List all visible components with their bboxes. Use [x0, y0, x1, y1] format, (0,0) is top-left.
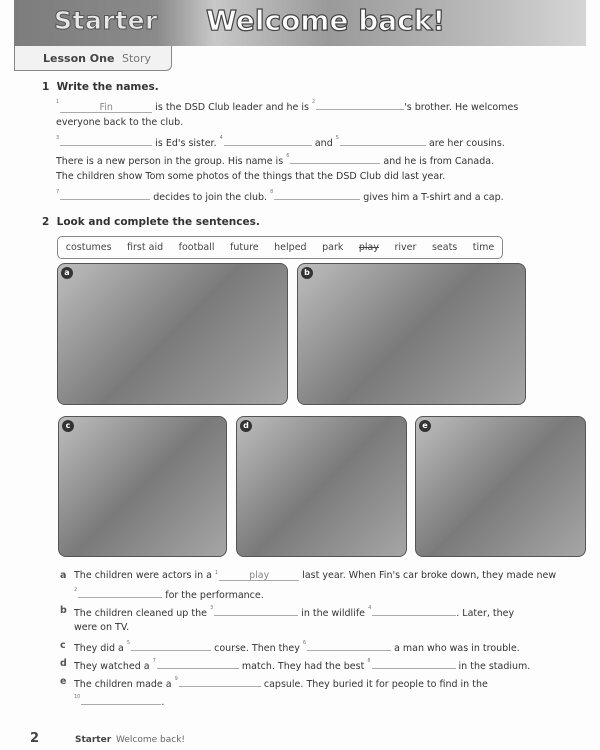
answer-blank[interactable] — [157, 658, 239, 669]
picture-d — [236, 416, 407, 557]
text: The children made a — [74, 679, 172, 690]
text: The children were actors in a — [74, 570, 212, 581]
text: gives him a T-shirt and a cap. — [363, 192, 504, 203]
gap-number: 7 — [56, 189, 60, 195]
word: football — [178, 242, 215, 253]
gap-number: 6 — [286, 153, 290, 159]
ex1-line — [56, 99, 518, 113]
answer-blank[interactable] — [372, 605, 456, 616]
picture-label: e — [419, 420, 431, 432]
exercise-number: 2 — [42, 216, 50, 228]
gap-number: 9 — [174, 676, 178, 682]
text: and — [314, 138, 333, 149]
word-box — [57, 236, 503, 259]
word: future — [229, 242, 259, 253]
picture-e — [415, 416, 586, 557]
text: 's brother. He welcomes — [404, 102, 519, 113]
answer-blank[interactable] — [60, 135, 152, 146]
answer-blank[interactable] — [290, 153, 380, 164]
exercise-number: 1 — [42, 81, 50, 93]
gap-number: 10 — [74, 694, 81, 700]
answer-blank[interactable] — [179, 676, 261, 687]
answer-blank[interactable]: play — [219, 570, 299, 581]
ex1-line — [56, 135, 505, 149]
item-letter: e — [60, 676, 67, 687]
sentence-e-cont — [74, 694, 164, 708]
word: costumes — [65, 242, 112, 253]
word-used: play — [358, 242, 379, 253]
ex1-line: everyone back to the club. — [56, 117, 184, 128]
sentence-a-cont — [74, 587, 264, 601]
gap-number: 1 — [215, 570, 219, 576]
text: . — [161, 697, 165, 708]
ex1-line — [56, 153, 494, 167]
text: They did a — [74, 643, 124, 654]
word: seats — [431, 242, 458, 253]
text: is the DSD Club leader and he is — [155, 102, 309, 113]
header-banner — [14, 0, 586, 46]
text: . Later, they — [456, 608, 515, 619]
page-title: Welcome back! — [206, 4, 446, 37]
gap-number: 7 — [152, 658, 156, 664]
text: in the wildlife — [301, 608, 366, 619]
answer-blank[interactable] — [316, 99, 404, 110]
answer-blank[interactable] — [214, 605, 298, 616]
exercise-2-heading — [42, 216, 260, 228]
answer-blank[interactable] — [60, 189, 150, 200]
picture-label: a — [61, 267, 73, 279]
word: river — [394, 242, 417, 253]
answer-blank[interactable] — [372, 658, 456, 669]
lesson-label: Lesson One — [43, 52, 115, 65]
text: decides to join the club. — [153, 192, 268, 203]
exercise-title: Look and complete the sentences. — [56, 216, 260, 228]
footer-unit: Starter — [75, 735, 112, 745]
answer-blank[interactable] — [131, 640, 211, 651]
text: There is a new person in the group. His name is — [56, 156, 284, 167]
sentence-d — [74, 658, 530, 672]
text: They watched a — [74, 661, 150, 672]
gap-number: 5 — [126, 640, 131, 646]
answer-blank[interactable] — [274, 189, 360, 200]
picture-label: b — [301, 267, 313, 279]
answer-blank[interactable] — [81, 694, 161, 705]
ex1-line — [56, 189, 504, 203]
picture-label: d — [240, 420, 252, 432]
sentence-e — [74, 676, 488, 690]
ex1-line: The children show Tom some photos of the things that the DSD Club did last year. — [56, 171, 446, 182]
answer-blank[interactable] — [224, 135, 312, 146]
gap-number: 3 — [56, 135, 60, 141]
picture-b — [297, 263, 526, 405]
item-letter: d — [60, 658, 67, 669]
lesson-type: Story — [122, 52, 152, 65]
item-letter: b — [60, 605, 67, 616]
gap-number: 1 — [56, 99, 60, 105]
exercise-title: Write the names. — [56, 81, 159, 93]
text: match. They had the best — [241, 661, 365, 672]
gap-number: 5 — [335, 135, 339, 141]
gap-number: 2 — [74, 587, 78, 593]
answer-blank[interactable] — [340, 135, 426, 146]
text: a man who was in trouble. — [394, 643, 520, 654]
text: for the performance. — [165, 590, 264, 601]
text: is Ed's sister. — [155, 138, 217, 149]
gap-number: 6 — [302, 640, 307, 646]
answer-blank[interactable] — [307, 640, 391, 651]
text: The children cleaned up the — [74, 608, 207, 619]
exercise-1-heading — [42, 81, 159, 93]
text: last year. When Fin's car broke down, they made new — [302, 570, 557, 581]
gap-number: 8 — [367, 658, 371, 664]
sentence-c — [74, 640, 520, 654]
gap-number: 8 — [270, 189, 274, 195]
sentence-b — [74, 605, 514, 619]
unit-title: Starter — [54, 6, 158, 35]
gap-number: 3 — [209, 605, 214, 611]
text: are her cousins. — [428, 138, 505, 149]
picture-a — [57, 263, 288, 405]
picture-c — [58, 416, 227, 557]
answer-blank[interactable] — [78, 587, 162, 598]
picture-label: c — [62, 420, 74, 432]
sentence-a — [74, 570, 556, 581]
item-letter: c — [60, 640, 66, 651]
text: and he is from Canada. — [383, 156, 495, 167]
text: capsule. They buried it for people to find in the — [263, 679, 488, 690]
answer-blank[interactable]: Fin — [60, 102, 152, 113]
text: course. Then they — [214, 643, 300, 654]
footer-title: Welcome back! — [116, 735, 186, 745]
sentence-b-cont: were on TV. — [74, 622, 130, 633]
item-letter: a — [60, 570, 67, 581]
page-number: 2 — [30, 731, 40, 746]
gap-number: 4 — [219, 135, 223, 141]
word: helped — [274, 242, 307, 253]
word: park — [322, 242, 344, 253]
word: first aid — [127, 242, 164, 253]
lesson-tab — [14, 46, 172, 71]
gap-number: 2 — [311, 99, 316, 105]
word: time — [472, 242, 495, 253]
text: in the stadium. — [458, 661, 531, 672]
gap-number: 4 — [368, 605, 372, 611]
